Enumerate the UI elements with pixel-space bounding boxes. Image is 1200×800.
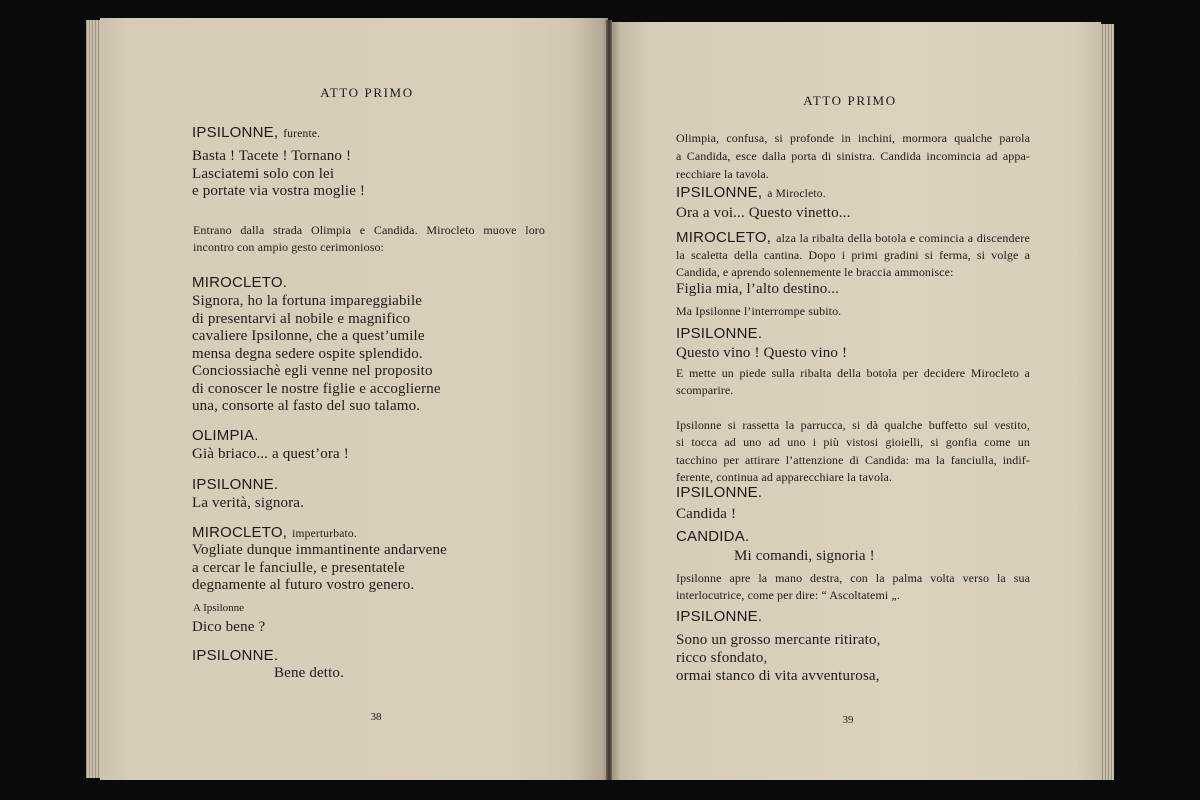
dialogue-line: Signora, ho la fortuna impareggiabile xyxy=(192,293,423,309)
book-gutter xyxy=(606,20,612,780)
stage-direction xyxy=(676,570,1030,604)
dialogue-line: Basta ! Tacete ! Tornano ! xyxy=(192,148,352,164)
speaker-direction-block xyxy=(676,229,1030,281)
speaker-name: IPSILONNE. xyxy=(676,484,763,501)
stage-direction-line: Olimpia, confusa, si profonde in inchini, mormora qualche parola xyxy=(676,131,1030,145)
dialogue-line: cavaliere Ipsilonne, che a quest’umile xyxy=(192,328,425,344)
stage-direction-line: Entrano dalla strada Olimpia e Candida. Mirocleto muove loro xyxy=(193,223,545,237)
right-running-header: ATTO PRIMO xyxy=(803,93,897,108)
dialogue-line: Figlia mia, l’alto destino... xyxy=(676,281,840,297)
dialogue-line: Questo vino ! Questo vino ! xyxy=(676,345,848,361)
stage-direction-line: a Candida, esce dalla porta di sinistra. Candida incomincia ad appa- xyxy=(676,149,1030,163)
page-number: 38 xyxy=(370,711,382,723)
stage-direction-line: Candida, e aprendo solennemente le braccia ammonisce: xyxy=(676,265,954,279)
dialogue-line: ormai stanco di vita avventurosa, xyxy=(676,668,880,684)
speaker-name: MIROCLETO, xyxy=(192,524,288,541)
dialogue-line: degnamente al futuro vostro genero. xyxy=(192,577,415,593)
dialogue-line: mensa degna sedere ospite splendido. xyxy=(192,345,423,362)
dialogue-line: Già briaco... a quest’ora ! xyxy=(192,446,349,462)
speaker-direction: furente. xyxy=(283,128,321,140)
speaker-direction: imperturbato. xyxy=(292,528,357,540)
stage-direction-line: ferente, continua ad apparecchiare la tavola. xyxy=(676,470,893,485)
dialogue-line: di presentarvi al nobile e magnifico xyxy=(192,310,411,327)
dialogue-line: di conoscer le nostre figlie e accoglierne xyxy=(192,380,441,397)
dialogue-line: una, consorte al fasto del suo talamo. xyxy=(192,398,421,414)
speaker-name: IPSILONNE. xyxy=(192,647,279,664)
speaker-name: MIROCLETO, xyxy=(676,229,772,246)
dialogue-line: Lasciatemi solo con lei xyxy=(192,165,335,182)
dialogue-line: ricco sfondato, xyxy=(676,650,768,666)
dialogue-line: La verità, signora. xyxy=(192,495,304,511)
stage-direction xyxy=(676,129,1030,183)
speaker-name: IPSILONNE, xyxy=(192,124,279,141)
dialogue-line: e portate via vostra moglie ! xyxy=(192,183,366,199)
stage-direction-line: E mette un piede sulla ribalta della botola per decidere Mirocleto a xyxy=(676,366,1030,380)
stage-direction-line: Ma Ipsilonne l’interrompe subito. xyxy=(676,304,842,318)
right-page-edges xyxy=(1100,24,1114,780)
speaker-name: OLIMPIA. xyxy=(192,427,259,444)
stage-direction-line: Ipsilonne si rassetta la parrucca, si dà qualche buffetto sul vestito, xyxy=(676,418,1030,432)
dialogue-line: a cercar le fanciulle, e presentatele xyxy=(192,559,405,576)
dialogue-line: Mi comandi, signoria ! xyxy=(734,548,875,564)
dialogue-line: Vogliate dunque immantinente andarvene xyxy=(192,542,447,558)
speaker-name: IPSILONNE. xyxy=(192,476,279,493)
stage-direction xyxy=(676,365,1030,399)
stage-direction-line: interlocutrice, come per dire: “ Ascoltatemi „. xyxy=(676,588,900,602)
dialogue-block xyxy=(192,293,441,416)
speaker-name: MIROCLETO. xyxy=(192,274,288,291)
dialogue-line: Candida ! xyxy=(676,506,737,522)
speaker-line xyxy=(676,184,826,202)
dialogue-block xyxy=(676,631,881,685)
dialogue-line: Bene detto. xyxy=(274,665,344,681)
left-running-header: ATTO PRIMO xyxy=(320,85,414,100)
speaker-direction: a Mirocleto. xyxy=(767,188,826,200)
stage-direction-line: recchiare la tavola. xyxy=(676,167,769,181)
stage-direction-line: Ipsilonne apre la mano destra, con la palma volta verso la sua xyxy=(676,571,1030,585)
speaker-name: IPSILONNE, xyxy=(676,184,763,201)
stage-direction-line: scomparire. xyxy=(676,383,734,397)
dialogue-block xyxy=(192,542,447,595)
stage-direction xyxy=(193,222,545,256)
stage-direction-line: incontro con ampio gesto cerimonioso: xyxy=(193,240,384,254)
stage-direction-line: tacchino per attirare l’attenzione di Candida: ma la fanciulla, indif- xyxy=(676,452,1030,467)
dialogue-line: Dico bene ? xyxy=(192,619,266,635)
aside-direction: A Ipsilonne xyxy=(193,602,245,614)
stage-direction xyxy=(676,417,1030,487)
speaker-line xyxy=(192,524,357,542)
speaker-name: CANDIDA. xyxy=(676,528,750,545)
dialogue-line: Ora a voi... Questo vinetto... xyxy=(676,205,851,221)
dialogue-line: Conciossiachè egli venne nel proposito xyxy=(192,363,433,379)
speaker-name: IPSILONNE. xyxy=(676,608,763,625)
page-number: 39 xyxy=(842,714,854,726)
stage-direction-line: la scaletta della cantina. Dopo i primi gradini si ferma, si volge a xyxy=(676,248,1030,262)
dialogue-block xyxy=(192,148,365,201)
dialogue-line: Sono un grosso mercante ritirato, xyxy=(676,632,881,648)
speaker-direction: alza la ribalta della botola e comincia a discendere xyxy=(776,231,1030,245)
speaker-line xyxy=(676,229,1030,247)
stage-direction-line: si tocca ad uno ad uno i più vistosi gioielli, si gonfia come un xyxy=(676,435,1030,450)
speaker-name: IPSILONNE. xyxy=(676,325,763,342)
speaker-line xyxy=(192,124,320,142)
